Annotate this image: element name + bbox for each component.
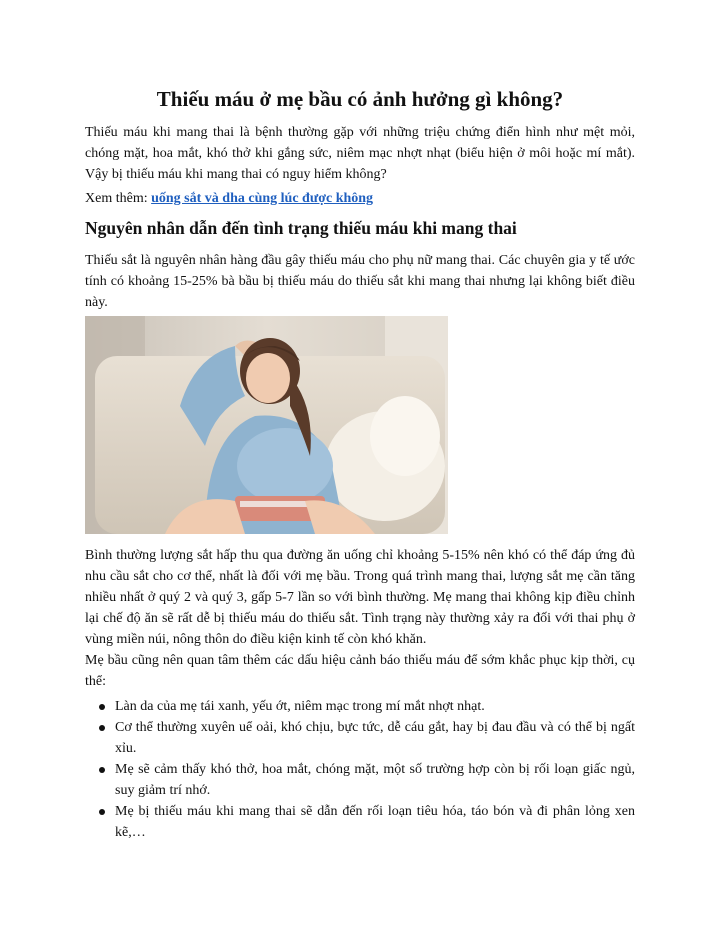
list-item-text: Mẹ sẽ cảm thấy khó thở, hoa mắt, chóng mặt, một số trường hợp còn bị rối loạn giấc ngủ, suy giảm trí nhớ. — [115, 762, 635, 798]
page-title: Thiếu máu ở mẹ bầu có ảnh hưởng gì không? — [156, 87, 564, 111]
pregnant-woman-photo — [85, 316, 448, 534]
intro-paragraph: Thiếu máu khi mang thai là bệnh thường gặp với những triệu chứng điển hình như mệt mỏi, chóng mặt, hoa mắt, khó thở khi gắng sức, niêm mạc nhợt nhạt (biểu hiện ở môi hoặc mí mắt). Vậy bị thiếu máu khi mang thai có nguy hiểm không? — [85, 125, 635, 182]
paragraph-absorption: Bình thường lượng sắt hấp thu qua đường ăn uống chỉ khoảng 5-15% nên khó có thể đáp ứng đủ nhu cầu sắt cho cơ thể, nhất là đối với mẹ bầu. Trong quá trình mang thai, lượng sắt mẹ cần tăng nhiều nhất ở quý 2 và quý 3, gấp 5-7 lần so với bình thường. Mẹ mang thai không kịp điều chỉnh lại chế độ ăn sẽ rất dễ bị thiếu máu do thiếu sắt. Tình trạng này thường xảy ra đối với thai phụ ở vùng miền núi, nông thôn do điều kiện kinh tế còn khó khăn. — [85, 548, 635, 647]
bullet-icon — [99, 704, 105, 710]
list-item-text: Làn da của mẹ tái xanh, yếu ớt, niêm mạc trong mí mắt nhợt nhạt. — [115, 699, 485, 714]
list-item — [85, 759, 635, 801]
paragraph-cause: Thiếu sắt là nguyên nhân hàng đầu gây thiếu máu cho phụ nữ mang thai. Các chuyên gia y tế ước tính có khoảng 15-25% bà bầu bị thiếu máu do thiếu sắt khi mang thai nhưng lại không biết điều này. — [85, 253, 635, 310]
bullet-icon — [99, 767, 105, 773]
see-also-prefix: Xem thêm: — [85, 191, 152, 206]
bullet-icon — [99, 725, 105, 731]
list-item — [85, 717, 635, 759]
see-also-link[interactable]: uống sắt và dha cùng lúc được không — [151, 191, 374, 206]
list-item — [85, 696, 635, 717]
bullet-icon — [99, 809, 105, 815]
list-item — [85, 801, 635, 843]
list-item-text: Cơ thể thường xuyên uể oải, khó chịu, bực tức, dễ cáu gắt, hay bị đau đầu và có thể bị ngất xỉu. — [115, 720, 635, 756]
paragraph-signs-intro: Mẹ bầu cũng nên quan tâm thêm các dấu hiệu cảnh báo thiếu máu để sớm khắc phục kịp thời, cụ thể: — [85, 653, 635, 689]
warning-signs-list — [85, 696, 635, 843]
section-heading: Nguyên nhân dẫn đến tình trạng thiếu máu khi mang thai — [85, 218, 517, 238]
list-item-text: Mẹ bị thiếu máu khi mang thai sẽ dẫn đến rối loạn tiêu hóa, táo bón và đi phân lỏng xen kẽ,… — [115, 804, 635, 840]
see-also-line — [85, 188, 635, 209]
